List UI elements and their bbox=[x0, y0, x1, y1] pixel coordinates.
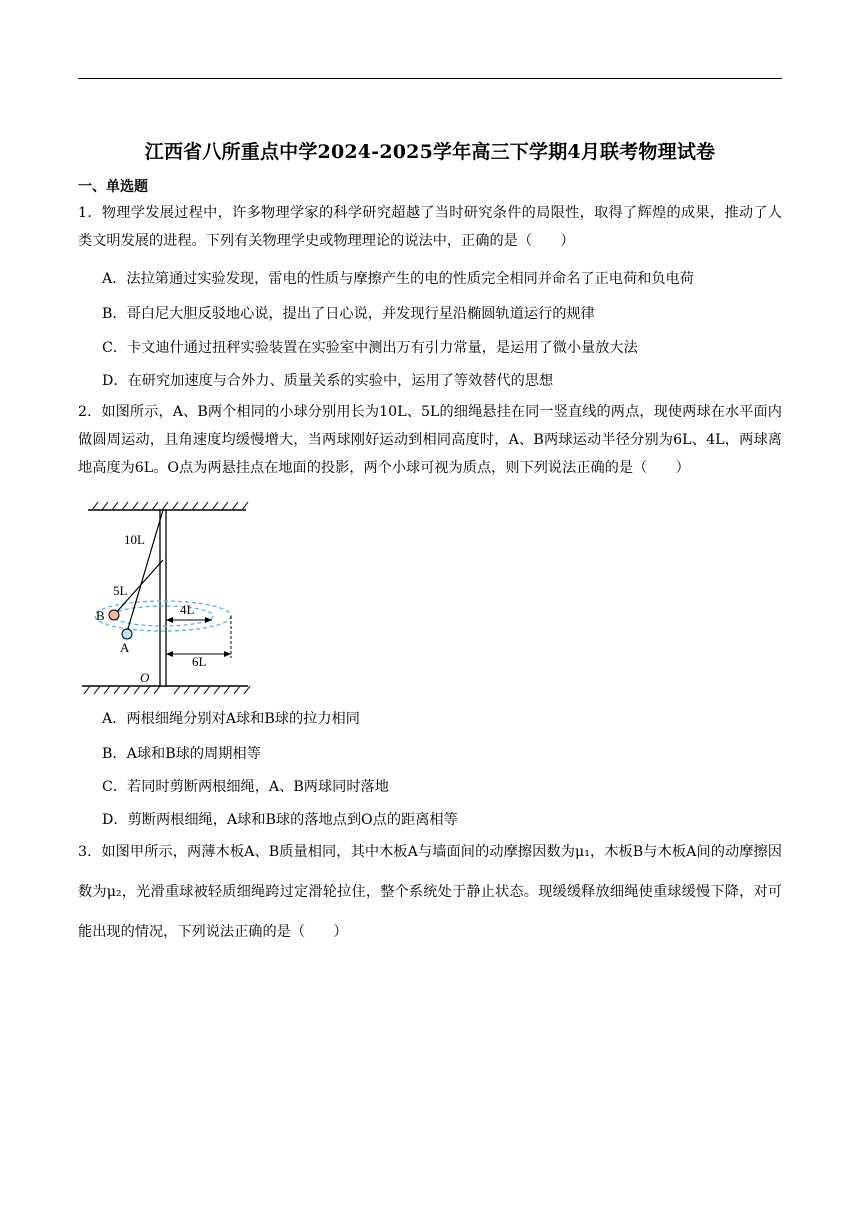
question-1-stem: 1．物理学发展过程中，许多物理学家的科学研究超越了当时研究条件的局限性，取得了辉煌的成果，推动了人类文明发展的进程。下列有关物理学史或物理理论的说法中，正确的是（ ） bbox=[78, 205, 782, 249]
label-a: A bbox=[120, 640, 130, 655]
ground bbox=[82, 686, 250, 694]
label-10l: 10L bbox=[124, 532, 145, 547]
question-2-stem: 2．如图所示，A、B两个相同的小球分别用长为10L、5L的细绳悬挂在同一竖直线的两点，现使两球在水平面内做圆周运动，且角速度均缓慢增大，当两球刚好运动到相同高度时，A、B两球运动半径分别为6L、4L，两球离地高度为6L。O点为两悬挂点在地面的投影，两个小球可视为质点，则下列说法正确的是（ ） bbox=[78, 404, 782, 476]
ball-a bbox=[122, 629, 132, 639]
string-a bbox=[127, 510, 163, 632]
question-1-option-d: D．在研究加速度与合外力、质量关系的实验中，运用了等效替代的思想 bbox=[102, 373, 554, 389]
question-1-option-c: C．卡文迪什通过扭秤实验装置在实验室中测出万有引力常量，是运用了微小量放大法 bbox=[102, 340, 638, 356]
label-6l: 6L bbox=[192, 654, 207, 669]
pendulum-figure bbox=[78, 498, 258, 698]
question-2-option-a: A．两根细绳分别对A球和B球的拉力相同 bbox=[102, 711, 360, 727]
label-o: O bbox=[140, 670, 150, 685]
label-4l: 4L bbox=[180, 602, 195, 617]
header-rule bbox=[78, 78, 782, 79]
label-b: B bbox=[96, 608, 105, 623]
ceiling bbox=[88, 502, 248, 510]
label-5l: 5L bbox=[113, 583, 128, 598]
question-2-option-d: D．剪断两根细绳，A球和B球的落地点到O点的距离相等 bbox=[102, 812, 458, 828]
question-1-option-a: A．法拉第通过实验发现，雷电的性质与摩擦产生的电的性质完全相同并命名了正电荷和负电荷 bbox=[102, 271, 694, 287]
vertical-pole bbox=[160, 510, 166, 686]
question-3-stem: 3．如图甲所示，两薄木板A、B质量相同，其中木板A与墙面间的动摩擦因数为μ₁，木板B与木板A间的动摩擦因数为μ₂，光滑重球被轻质细绳跨过定滑轮拉住，整个系统处于静止状态。现缓缓释放细绳使重球缓慢下降，对可能出现的情况，下列说法正确的是（ ） bbox=[78, 844, 782, 940]
question-2-option-c: C．若同时剪断两根细绳，A、B两球同时落地 bbox=[102, 779, 389, 795]
question-1-option-b: B．哥白尼大胆反驳地心说，提出了日心说，并发现行星沿椭圆轨道运行的规律 bbox=[102, 306, 595, 322]
question-2-option-b: B．A球和B球的周期相等 bbox=[102, 746, 261, 762]
exam-title: 江西省八所重点中学2024-2025学年高三下学期4月联考物理试卷 bbox=[144, 141, 716, 163]
section-heading: 一、单选题 bbox=[78, 179, 148, 195]
ball-b bbox=[109, 610, 119, 620]
